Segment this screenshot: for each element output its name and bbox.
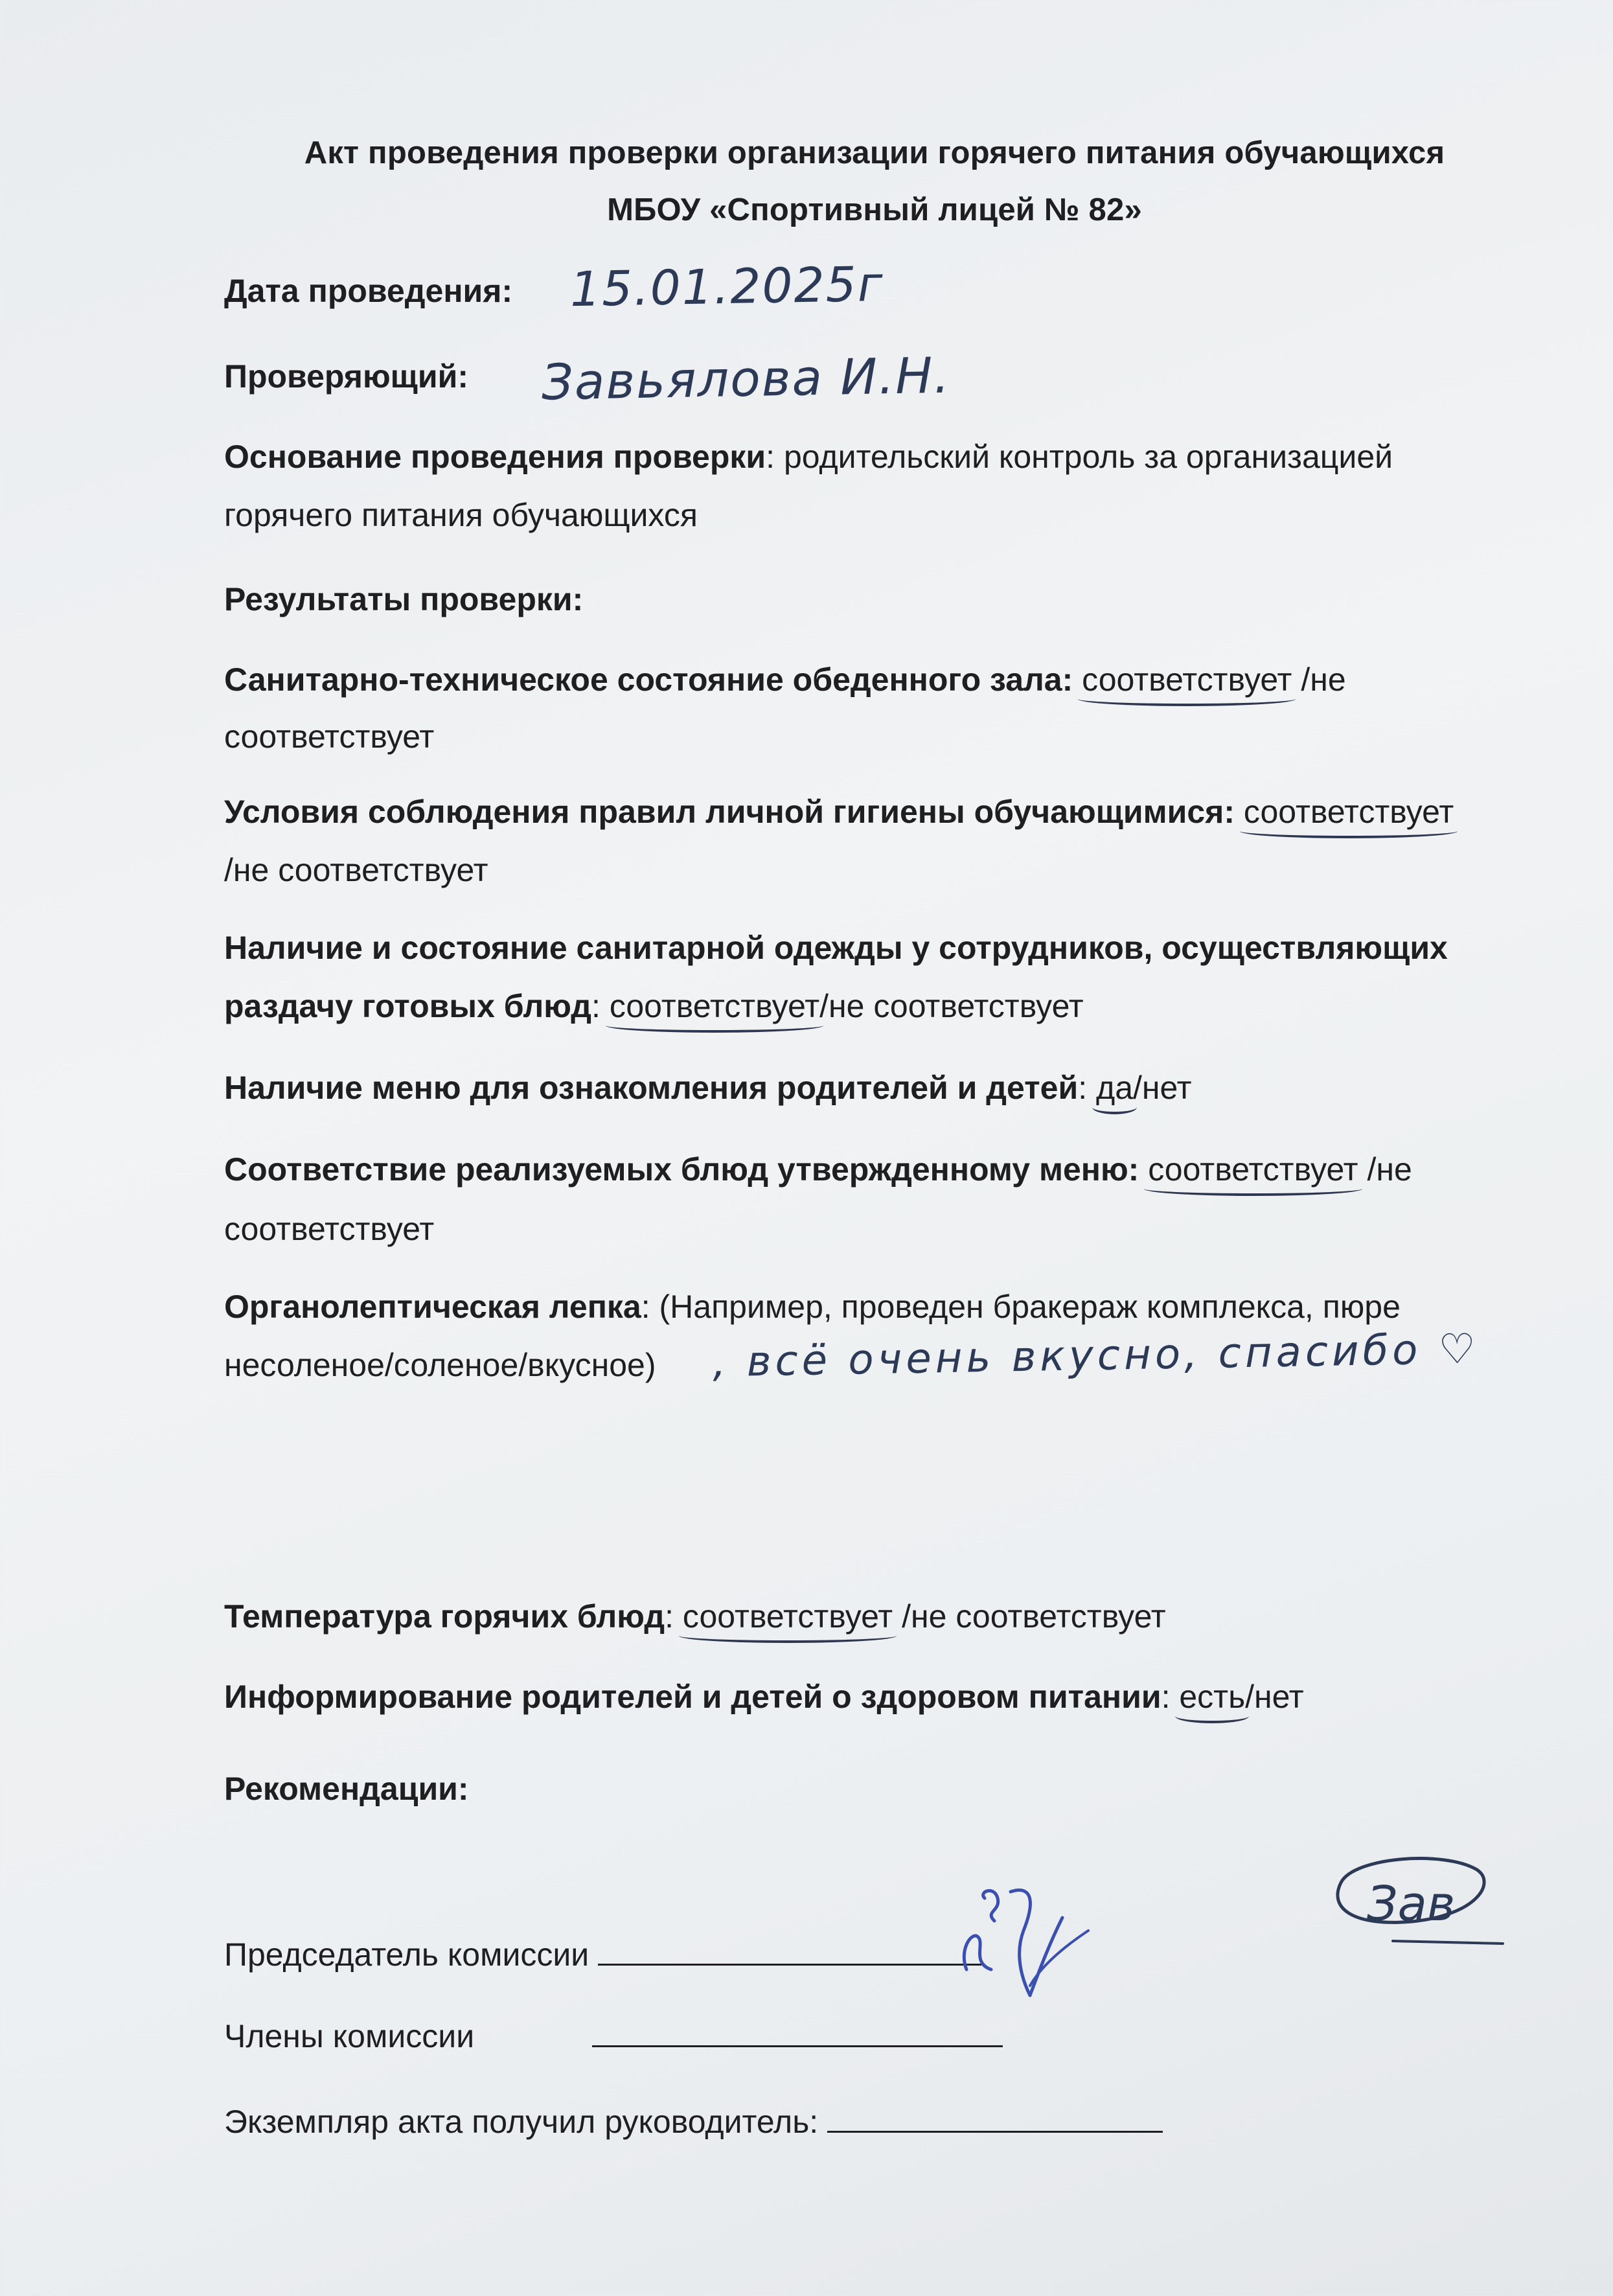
clothing-yes-underlined: соответствует (609, 988, 820, 1024)
informing-label: Информирование родителей и детей о здоровом питании (224, 1679, 1161, 1715)
inspector-row (224, 358, 468, 395)
hygiene-yes-underlined: соответствует (1243, 794, 1454, 830)
dishes-line-1 (224, 1151, 1412, 1188)
dishes-no: /не (1367, 1151, 1412, 1188)
clothing-label-2: раздачу готовых блюд (224, 988, 591, 1024)
date-value-handwritten: 15.01.2025г (569, 256, 885, 318)
sanitary-label: Санитарно-техническое состояние обеденного зала: (224, 661, 1073, 698)
informing-row (224, 1678, 1304, 1716)
received-signature-line (827, 2131, 1163, 2133)
basis-line-2 (224, 496, 698, 534)
organoleptic-label: Органолептическая лепка (224, 1289, 641, 1325)
members-signature-line (592, 2045, 1003, 2047)
received-label: Экземпляр акта получил руководитель: (224, 2104, 819, 2140)
clothing-line-2 (224, 987, 1084, 1025)
sanitary-line-2: соответствует (224, 718, 435, 755)
menu-colon: : (1078, 1070, 1088, 1106)
temperature-row (224, 1598, 1166, 1635)
basis-line-1 (224, 438, 1393, 476)
informing-colon: : (1161, 1679, 1171, 1715)
date-row (224, 272, 512, 310)
dishes-yes-underlined: соответствует (1148, 1151, 1358, 1188)
results-heading: Результаты проверки: (224, 581, 584, 617)
basis-label: Основание проведения проверки (224, 439, 766, 475)
informing-yes-underlined: есть (1179, 1679, 1246, 1715)
organoleptic-comment-handwritten: , всё очень вкусно, спасибо ♡ (712, 1325, 1480, 1387)
inspector-name-handwritten: Завьялова И.Н. (541, 346, 952, 411)
chair-signature-text: Зав (1367, 1876, 1456, 1932)
sanitary-yes-underlined: соответствует (1082, 661, 1292, 698)
recommendations-heading: Рекомендации: (224, 1771, 469, 1807)
received-row (224, 2103, 1163, 2141)
temperature-yes-underlined: соответствует (682, 1598, 893, 1635)
basis-text-1: : родительский контроль за организацией (766, 439, 1393, 475)
temperature-colon: : (665, 1598, 674, 1635)
temperature-label: Температура горячих блюд (224, 1598, 665, 1635)
clothing-colon: : (591, 988, 601, 1024)
hygiene-line-1 (224, 793, 1454, 831)
menu-label: Наличие меню для ознакомления родителей и детей (224, 1070, 1079, 1106)
basis-text-2: горячего питания обучающихся (224, 497, 698, 533)
menu-row (224, 1069, 1192, 1107)
menu-no: /нет (1133, 1070, 1192, 1106)
dishes-line-2: соответствует (224, 1211, 435, 1247)
hygiene-label: Условия соблюдения правил личной гигиены обучающимися: (224, 794, 1235, 830)
organoleptic-line-1 (224, 1288, 1401, 1326)
hygiene-line-2: /не соответствует (224, 852, 488, 888)
menu-yes-underlined: да (1096, 1070, 1134, 1106)
sanitary-line-1 (224, 661, 1346, 698)
sanitary-no: /не (1301, 661, 1346, 698)
clothing-line-1: Наличие и состояние санитарной одежды у сотрудников, осуществляющих (224, 930, 1448, 966)
temperature-no: /не соответствует (902, 1598, 1166, 1635)
dishes-label: Соответствие реализуемых блюд утвержденному меню: (224, 1151, 1139, 1188)
members-row (224, 2017, 1003, 2055)
chair-signature (1315, 1844, 1509, 1960)
informing-no: /нет (1245, 1679, 1304, 1715)
members-label: Члены комиссии (224, 2018, 475, 2054)
chair-row (224, 1936, 981, 1973)
chair-signature-line (598, 1964, 981, 1966)
clothing-no: /не соответствует (819, 988, 1084, 1024)
document-title-line-1: Акт проведения проверки организации горячего питания обучающихся (304, 135, 1445, 170)
date-label: Дата проведения: (224, 273, 513, 309)
organoleptic-text-1: : (Например, проведен бракераж комплекса, пюре (641, 1289, 1401, 1325)
chair-label: Председатель комиссии (224, 1936, 589, 1973)
organoleptic-line-2: несоленое/соленое/вкусное) (224, 1347, 656, 1383)
blue-signature-mark (933, 1872, 1101, 2008)
inspector-label: Проверяющий: (224, 358, 468, 395)
document-title-line-2: МБОУ «Спортивный лицей № 82» (607, 192, 1142, 227)
